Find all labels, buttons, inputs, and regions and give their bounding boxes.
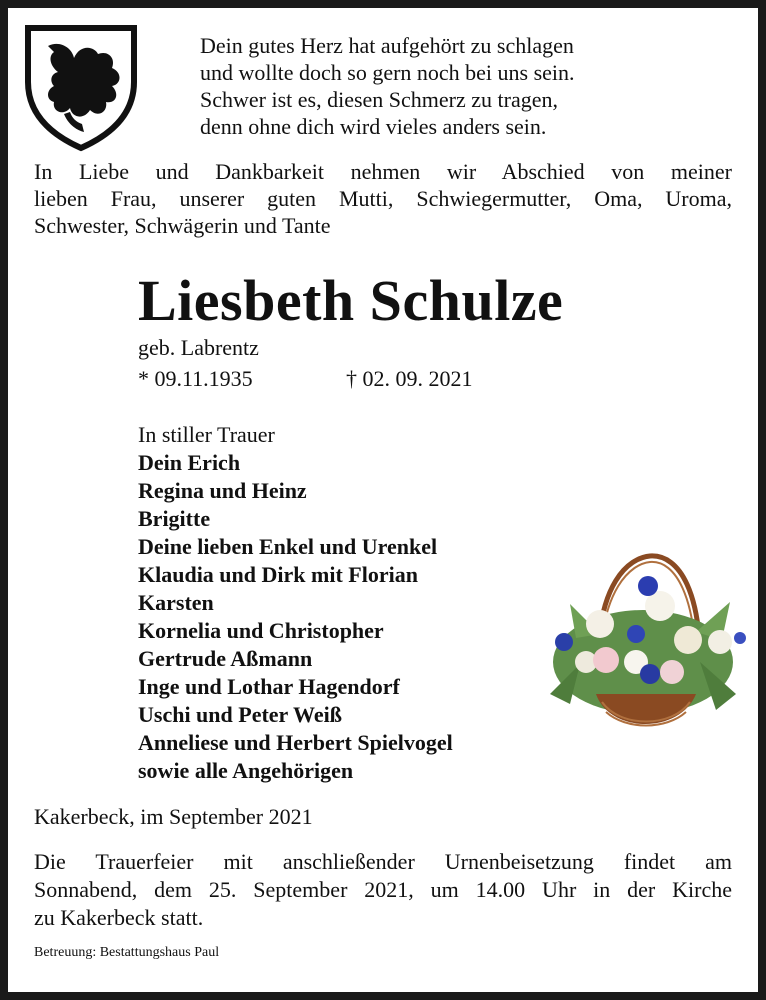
- mourner-name: Karsten: [138, 590, 214, 615]
- mourner-name: Deine lieben Enkel und Urenkel: [138, 534, 438, 559]
- death-date: † 02. 09. 2021: [346, 366, 473, 391]
- notice-line: zu Kakerbeck statt.: [34, 905, 204, 930]
- intro-line: Schwester, Schwägerin und Tante: [34, 213, 331, 238]
- deceased-name: Liesbeth Schulze: [138, 268, 564, 333]
- maiden-name: geb. Labrentz: [138, 335, 259, 360]
- mourner-name: Inge und Lothar Hagendorf: [138, 674, 400, 699]
- place-and-date: Kakerbeck, im September 2021: [34, 804, 313, 829]
- mourner-name: Gertrude Aßmann: [138, 646, 313, 671]
- intro-line: lieben Frau, unserer guten Mutti, Schwiegermutter, Oma, Uroma,: [34, 186, 732, 211]
- poem: [200, 32, 740, 140]
- intro-text: [34, 158, 732, 239]
- mourner-name: Brigitte: [138, 506, 211, 531]
- funeral-notice: [34, 848, 732, 932]
- undertaker-credit: Betreuung: Bestattungshaus Paul: [34, 945, 220, 960]
- obituary-frame: [8, 8, 758, 992]
- life-dates: [138, 365, 473, 393]
- notice-line: Sonnabend, dem 25. September 2021, um 14.00 Uhr in der Kirche: [34, 877, 732, 902]
- mourner-name: Klaudia und Dirk mit Florian: [138, 562, 418, 587]
- mourning-label: In stiller Trauer: [138, 422, 275, 447]
- poem-line: Dein gutes Herz hat aufgehört zu schlagen: [200, 33, 574, 58]
- flower-basket-image: [540, 544, 746, 740]
- mourner-name: Uschi und Peter Weiß: [138, 702, 342, 727]
- mourner-name: Dein Erich: [138, 450, 241, 475]
- mourner-name: Kornelia und Christopher: [138, 618, 384, 643]
- birth-date: * 09.11.1935: [138, 366, 253, 391]
- intro-line: In Liebe und Dankbarkeit nehmen wir Abschied von meiner: [34, 159, 732, 184]
- mourner-name: Anneliese und Herbert Spielvogel: [138, 730, 453, 755]
- notice-line: Die Trauerfeier mit anschließender Urnenbeisetzung findet am: [34, 849, 732, 874]
- coat-of-arms-icon: [24, 24, 138, 152]
- mourner-name: Regina und Heinz: [138, 478, 307, 503]
- poem-line: Schwer ist es, diesen Schmerz zu tragen,: [200, 87, 558, 112]
- poem-line: denn ohne dich wird vieles anders sein.: [200, 114, 547, 139]
- mourners-list: [138, 449, 453, 785]
- poem-line: und wollte doch so gern noch bei uns sein.: [200, 60, 575, 85]
- mourner-name: sowie alle Angehörigen: [138, 758, 354, 783]
